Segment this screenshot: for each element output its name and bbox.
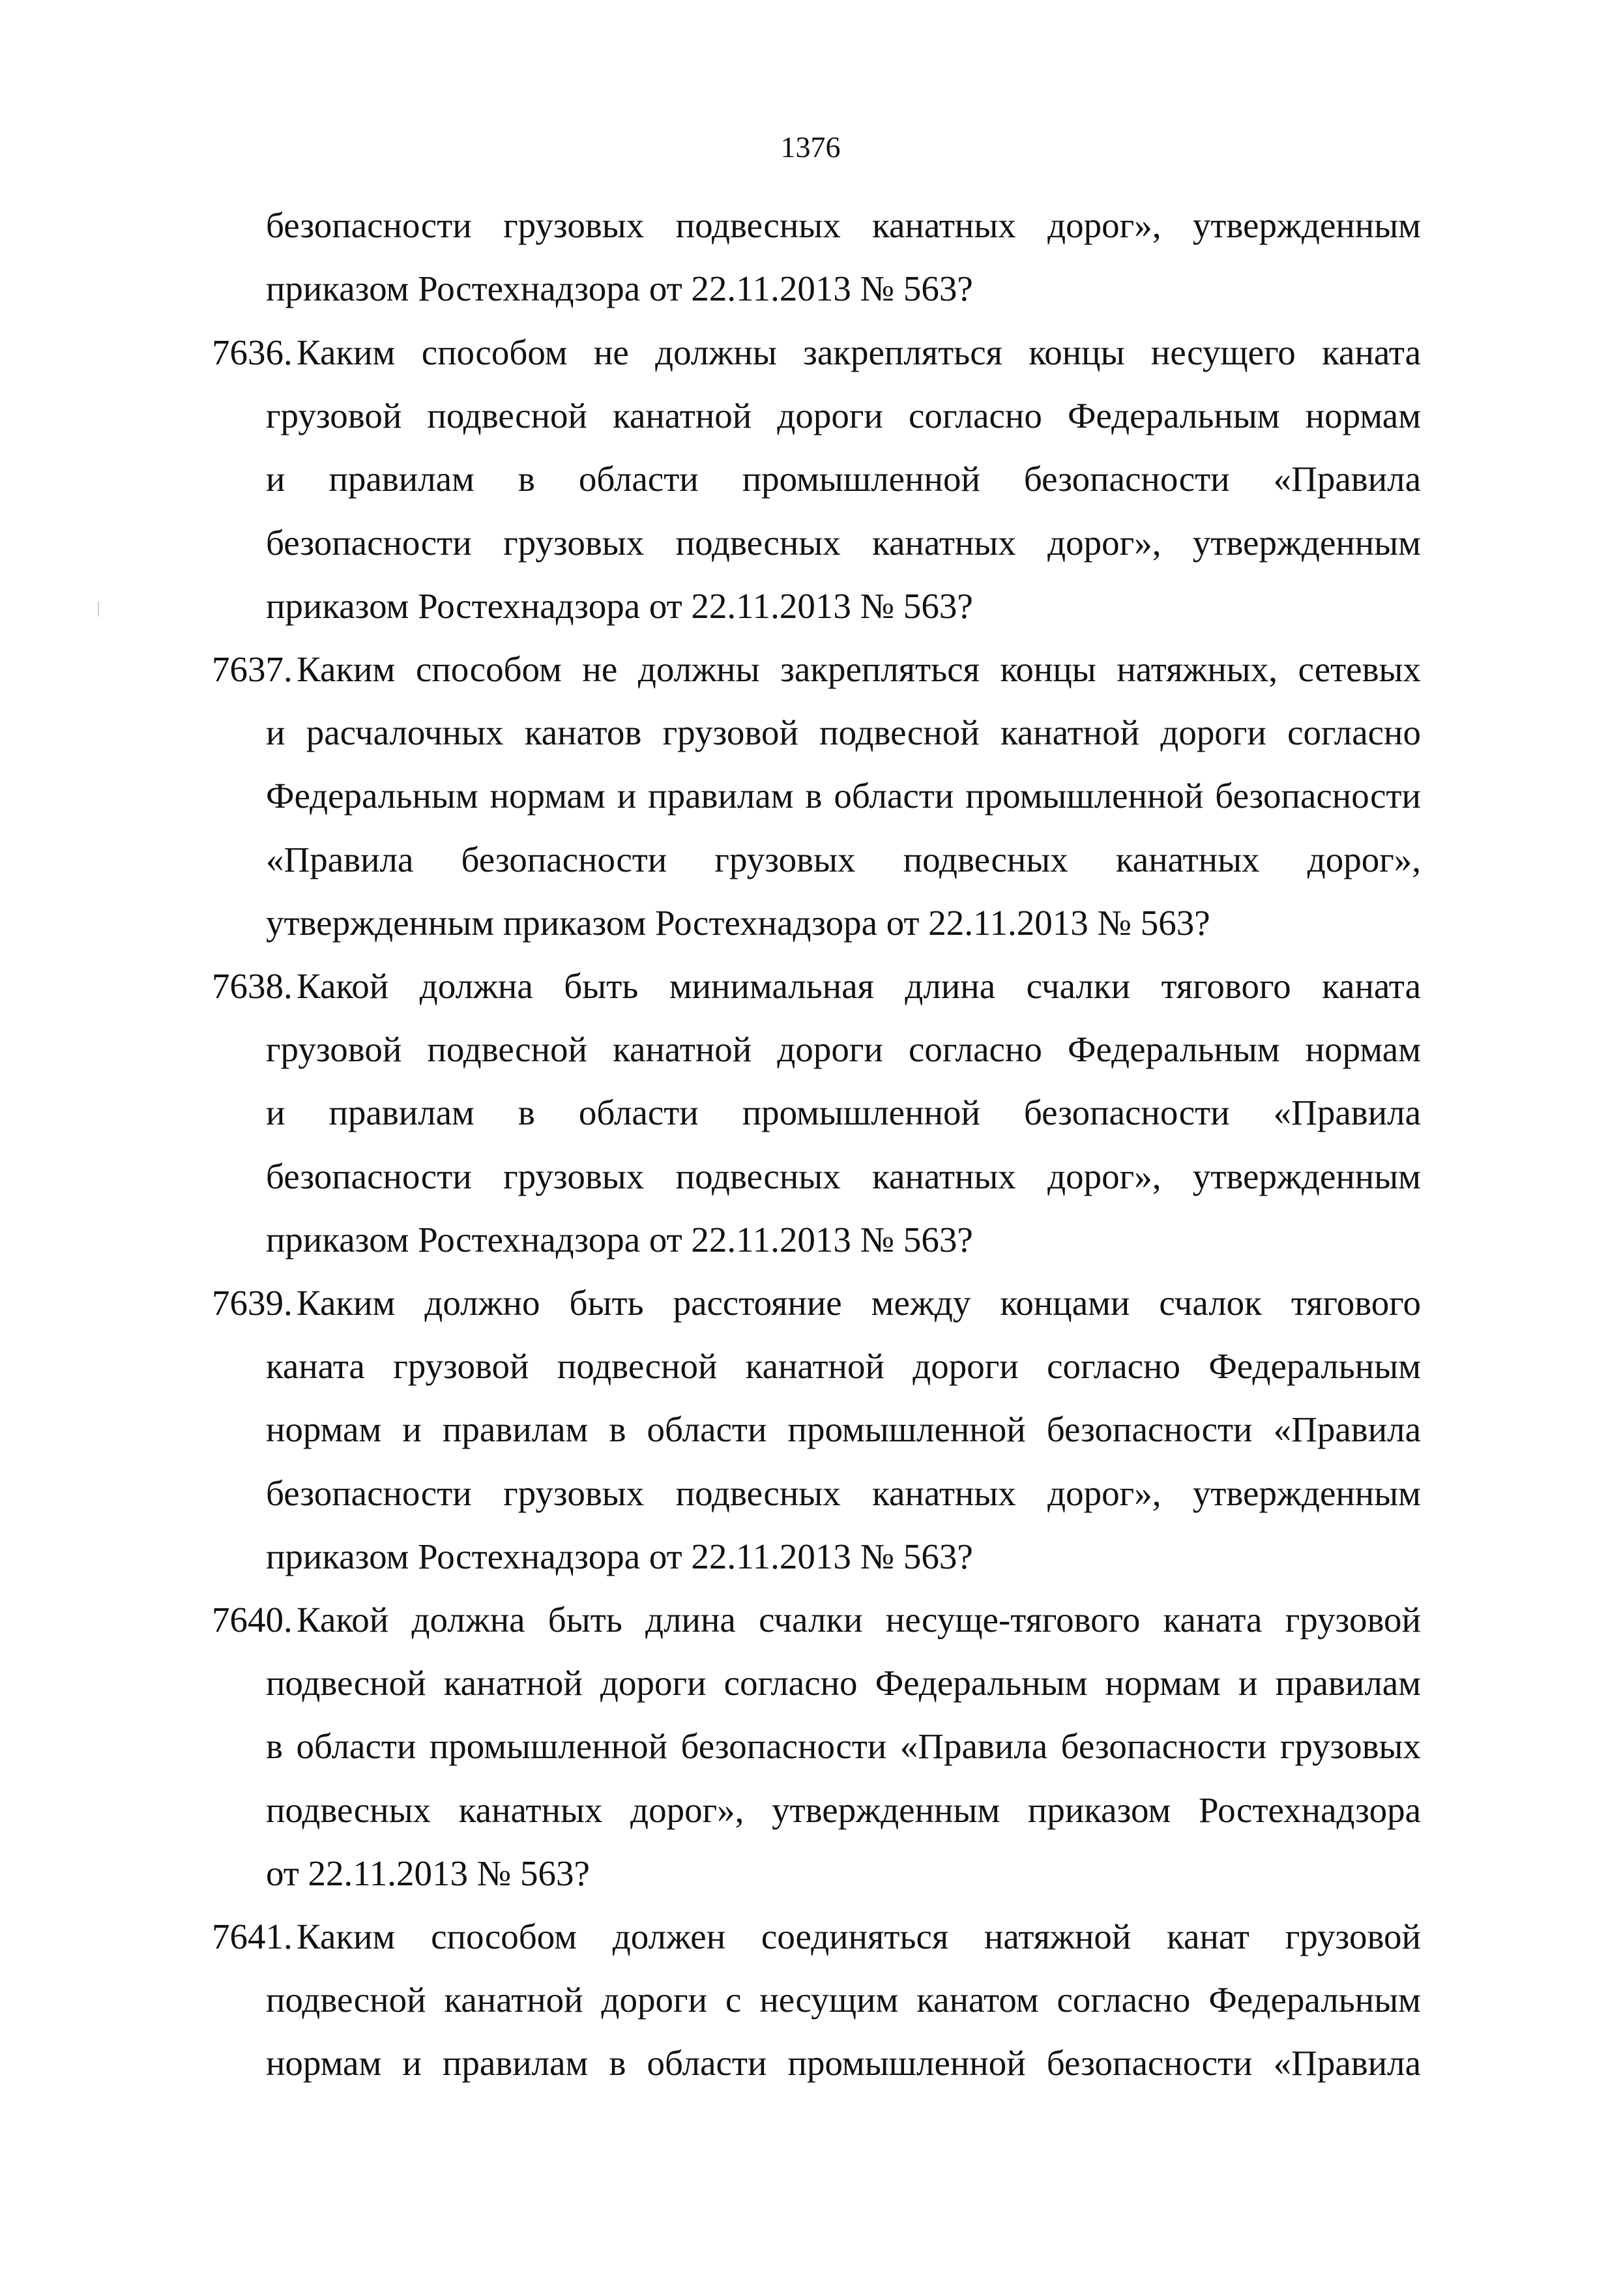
question-item <box>212 954 1421 1271</box>
question-first-line: Каким должно быть расстояние между концами счалок тягового <box>297 1283 1421 1323</box>
question-item <box>212 1905 1421 2095</box>
page-number: 1376 <box>780 130 841 164</box>
question-item <box>212 638 1421 954</box>
question-item <box>212 1588 1421 1905</box>
question-item <box>212 321 1421 638</box>
text-line: «Правила безопасности грузовых подвесных канатных дорог», <box>266 839 1421 879</box>
text-line: и правилам в области промышленной безопасности «Правила <box>266 1093 1421 1133</box>
text-line: и расчалочных канатов грузовой подвесной канатной дороги согласно <box>266 713 1421 753</box>
question-item <box>212 1271 1421 1588</box>
question-first-line: Каким способом не должны закрепляться концы натяжных, сетевых <box>297 649 1421 689</box>
text-line: подвесной канатной дороги согласно Федеральным нормам и правилам <box>266 1663 1421 1703</box>
text-line: приказом Ростехнадзора от 22.11.2013 № 563? <box>266 1219 973 1259</box>
text-line: от 22.11.2013 № 563? <box>266 1853 590 1893</box>
text-line: приказом Ростехнадзора от 22.11.2013 № 563? <box>266 269 973 309</box>
text-line: грузовой подвесной канатной дороги согласно Федеральным нормам <box>266 396 1421 436</box>
text-line: нормам и правилам в области промышленной безопасности «Правила <box>266 2043 1421 2083</box>
text-line: Федеральным нормам и правилам в области промышленной безопасности <box>266 776 1421 816</box>
question-first-line: Каким способом должен соединяться натяжной канат грузовой <box>297 1917 1421 1956</box>
text-line: безопасности грузовых подвесных канатных дорог», утвержденным <box>266 205 1421 245</box>
question-first-line: Какой должна быть длина счалки несуще-тягового каната грузовой <box>297 1600 1421 1640</box>
text-line: подвесной канатной дороги с несущим канатом согласно Федеральным <box>266 1980 1421 2020</box>
text-line: нормам и правилам в области промышленной безопасности «Правила <box>266 1409 1421 1450</box>
text-line: приказом Ростехнадзора от 22.11.2013 № 563? <box>266 585 973 626</box>
text-line: в области промышленной безопасности «Правила безопасности грузовых <box>266 1726 1421 1767</box>
text-line: безопасности грузовых подвесных канатных дорог», утвержденным <box>266 1473 1421 1513</box>
question-number: 7637. <box>212 649 293 689</box>
question-number: 7638. <box>212 966 293 1006</box>
question-first-line: Каким способом не должны закрепляться концы несущего каната <box>297 332 1421 372</box>
text-line: грузовой подвесной канатной дороги согласно Федеральным нормам <box>266 1029 1421 1070</box>
margin-mark <box>98 601 99 617</box>
text-line: и правилам в области промышленной безопасности «Правила <box>266 459 1421 499</box>
question-number: 7641. <box>212 1917 293 1956</box>
text-line: безопасности грузовых подвесных канатных дорог», утвержденным <box>266 1156 1421 1196</box>
text-line: каната грузовой подвесной канатной дороги согласно Федеральным <box>266 1346 1421 1387</box>
question-first-line: Какой должна быть минимальная длина счалки тягового каната <box>297 966 1421 1006</box>
continuation-text <box>266 194 1421 320</box>
text-line: приказом Ростехнадзора от 22.11.2013 № 563? <box>266 1536 973 1576</box>
text-line: безопасности грузовых подвесных канатных дорог», утвержденным <box>266 522 1421 563</box>
question-number: 7640. <box>212 1600 293 1640</box>
question-number: 7639. <box>212 1283 293 1323</box>
text-line: утвержденным приказом Ростехнадзора от 22.11.2013 № 563? <box>266 902 1210 943</box>
text-line: подвесных канатных дорог», утвержденным приказом Ростехнадзора <box>266 1789 1421 1830</box>
question-number: 7636. <box>212 332 293 372</box>
